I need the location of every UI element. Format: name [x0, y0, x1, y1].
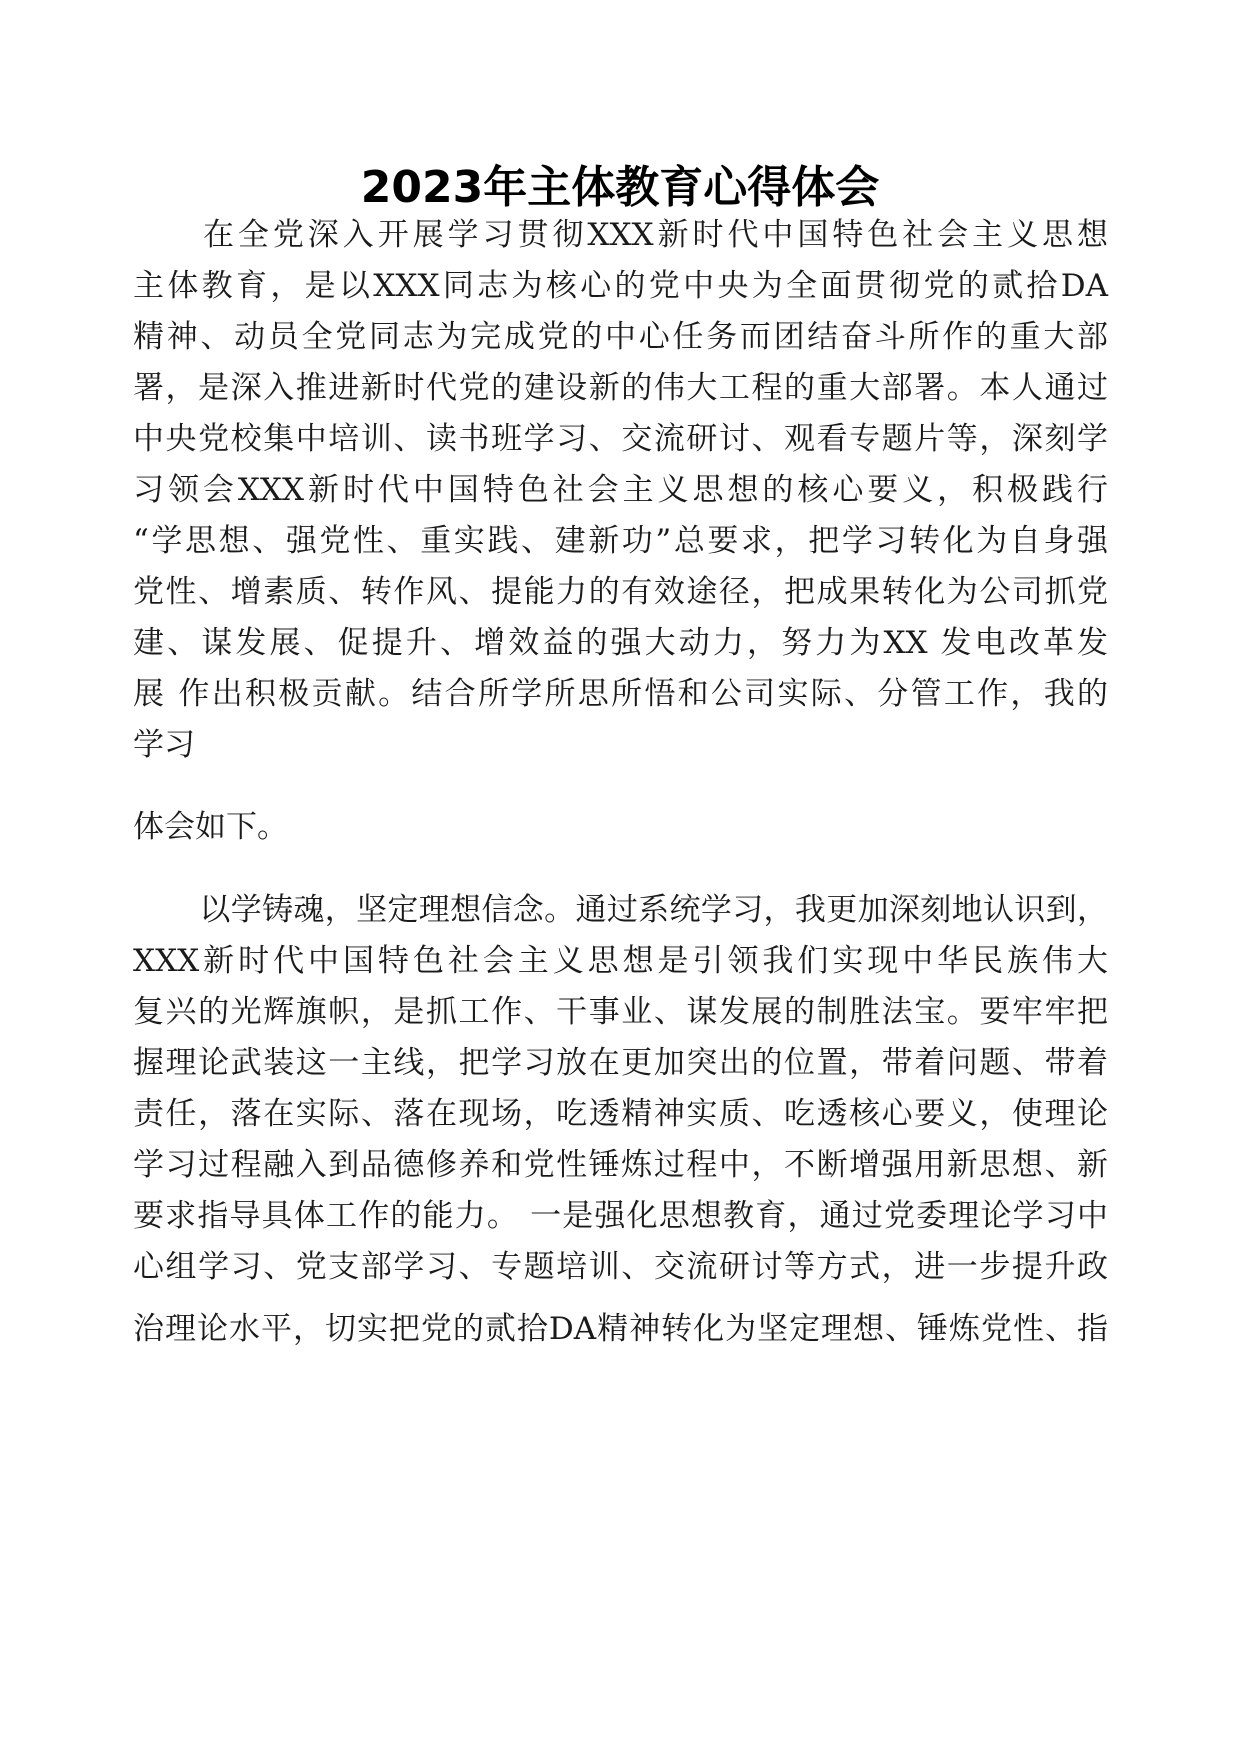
paragraph-line: 体会如下。: [133, 809, 288, 845]
paragraph-line: 治理论水平，切实把党的贰拾DA精神转化为坚定理想、锤炼党性、指: [133, 1311, 1108, 1347]
line-text: 以学铸魂，坚定理想信念。通过系统学习，我更加深刻地认识到，: [199, 892, 1108, 928]
document-title: 2023年主体教育心得体会: [360, 162, 880, 213]
paragraph-line: XXX新时代中国特色社会主义思想是引领我们实现中华民族伟大: [133, 943, 1108, 979]
paragraph-line: 要求指导具体工作的能力。 一是强化思想教育，通过党委理论学习中: [133, 1198, 1108, 1234]
paragraph-line: 学习过程融入到品德修养和党性锤炼过程中，不断增强用新思想、新: [133, 1147, 1108, 1183]
paragraph-line: 习领会XXX新时代中国特色社会主义思想的核心要义，积极践行: [133, 472, 1108, 508]
paragraph-line: 署，是深入推进新时代党的建设新的伟大工程的重大部署。本人通过: [133, 370, 1108, 406]
paragraph-line: “学思想、强党性、重实践、建新功”总要求，把学习转化为自身强: [133, 523, 1108, 559]
paragraph-line: 精神、动员全党同志为完成党的中心任务而团结奋斗所作的重大部: [133, 319, 1108, 355]
paragraph-line: 握理论武装这一主线，把学习放在更加突出的位置，带着问题、带着: [133, 1045, 1108, 1081]
paragraph-line: 展 作出积极贡献。结合所学所思所悟和公司实际、分管工作，我的: [133, 676, 1108, 712]
paragraph-line: 复兴的光辉旗帜，是抓工作、干事业、谋发展的制胜法宝。要牢牢把: [133, 994, 1108, 1030]
paragraph-line: 建、谋发展、促提升、增效益的强大动力，努力为XX 发电改革发: [133, 625, 1108, 661]
paragraph-line: 党性、增素质、转作风、提能力的有效途径，把成果转化为公司抓党: [133, 574, 1108, 610]
paragraph-line: 责任，落在实际、落在现场，吃透精神实质、吃透核心要义，使理论: [133, 1096, 1108, 1132]
paragraph-line: 中央党校集中培训、读书班学习、交流研讨、观看专题片等，深刻学: [133, 421, 1108, 457]
paragraph-line: 心组学习、党支部学习、专题培训、交流研讨等方式，进一步提升政: [133, 1249, 1108, 1285]
paragraph-line: 主体教育，是以XXX同志为核心的党中央为全面贯彻党的贰拾DA: [133, 268, 1108, 304]
paragraph-line: 学习: [133, 727, 195, 763]
line-text: 在全党深入开展学习贯彻XXX新时代中国特色社会主义思想: [199, 217, 1108, 253]
